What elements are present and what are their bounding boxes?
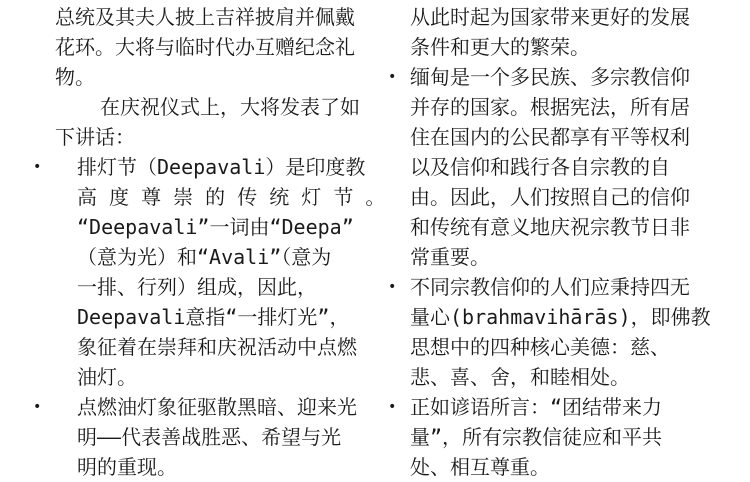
left-column xyxy=(33,2,386,482)
text-line: 花环。大将与临时代办互赠纪念礼 xyxy=(55,35,355,59)
text-line: Deepavali意指“一排灯光”， xyxy=(77,305,350,329)
text-line: 在庆祝仪式上，大将发表了如 xyxy=(100,95,360,119)
text-line: 不同宗教信仰的人们应秉持四无 xyxy=(410,275,690,299)
bullet-item-unity xyxy=(388,392,710,482)
text-line: 油灯。 xyxy=(77,365,137,389)
paragraph-speech-intro xyxy=(55,92,377,152)
text-line: 缅甸是一个多民族、多宗教信仰 xyxy=(410,65,690,89)
bullet-item-deepavali xyxy=(33,152,386,392)
paragraph-intro xyxy=(55,2,377,92)
text-line: 一排、行列）组成，因此， xyxy=(77,275,317,299)
text-line: 明的重现。 xyxy=(77,455,177,479)
bullet-icon: • xyxy=(388,279,397,295)
text-line: 从此时起为国家带来更好的发展 xyxy=(410,5,690,29)
text-line: （意为光）和“Avali”（意为 xyxy=(77,245,332,269)
text-line: 和传统有意义地庆祝宗教节日非 xyxy=(410,215,690,239)
text-line: 以及信仰和践行各自宗教的自 xyxy=(410,155,670,179)
text-line: 住在国内的公民都享有平等权利 xyxy=(410,125,690,149)
text-line: “Deepavali”一词由“Deepa” xyxy=(77,215,354,239)
text-line: 物。 xyxy=(55,65,95,89)
text-line: 下讲话： xyxy=(55,125,135,149)
text-line: 总统及其夫人披上吉祥披肩并佩戴 xyxy=(55,5,355,29)
text-line: 悲、喜、舍，和睦相处。 xyxy=(410,365,630,389)
bullet-icon: • xyxy=(388,399,397,415)
text-line: 象征着在崇拜和庆祝活动中点燃 xyxy=(77,335,357,359)
text-line: 高 度 尊 崇 的 传 统 灯 节 。 xyxy=(77,185,386,209)
right-column xyxy=(388,2,711,482)
bullet-item-myanmar xyxy=(388,62,710,272)
text-line: 并存的国家。根据宪法，所有居 xyxy=(410,95,690,119)
bullet-item-oil-lamps xyxy=(33,392,377,482)
text-line: 处、相互尊重。 xyxy=(410,455,550,479)
text-line: 思想中的四种核心美德：慈、 xyxy=(410,335,670,359)
text-line: 点燃油灯象征驱散黑暗、迎来光 xyxy=(77,395,357,419)
bullet-icon: • xyxy=(33,399,42,415)
text-line: 常重要。 xyxy=(410,245,490,269)
text-line: 条件和更大的繁荣。 xyxy=(410,35,590,59)
bullet-icon: • xyxy=(33,159,42,175)
text-line: 量心(brahmavihārās)，即佛教 xyxy=(410,305,711,329)
text-line: 排灯节（Deepavali）是印度教 xyxy=(77,155,366,179)
paragraph-continuation xyxy=(410,2,710,62)
text-line: 由。因此，人们按照自己的信仰 xyxy=(410,185,690,209)
bullet-icon: • xyxy=(388,69,397,85)
text-line: 明——代表善战胜恶、希望与光 xyxy=(77,425,342,449)
text-line: 量”，所有宗教信徒应和平共 xyxy=(410,425,663,449)
bullet-item-brahmaviharas xyxy=(388,272,711,392)
text-line: 正如谚语所言：“团结带来力 xyxy=(410,395,663,419)
